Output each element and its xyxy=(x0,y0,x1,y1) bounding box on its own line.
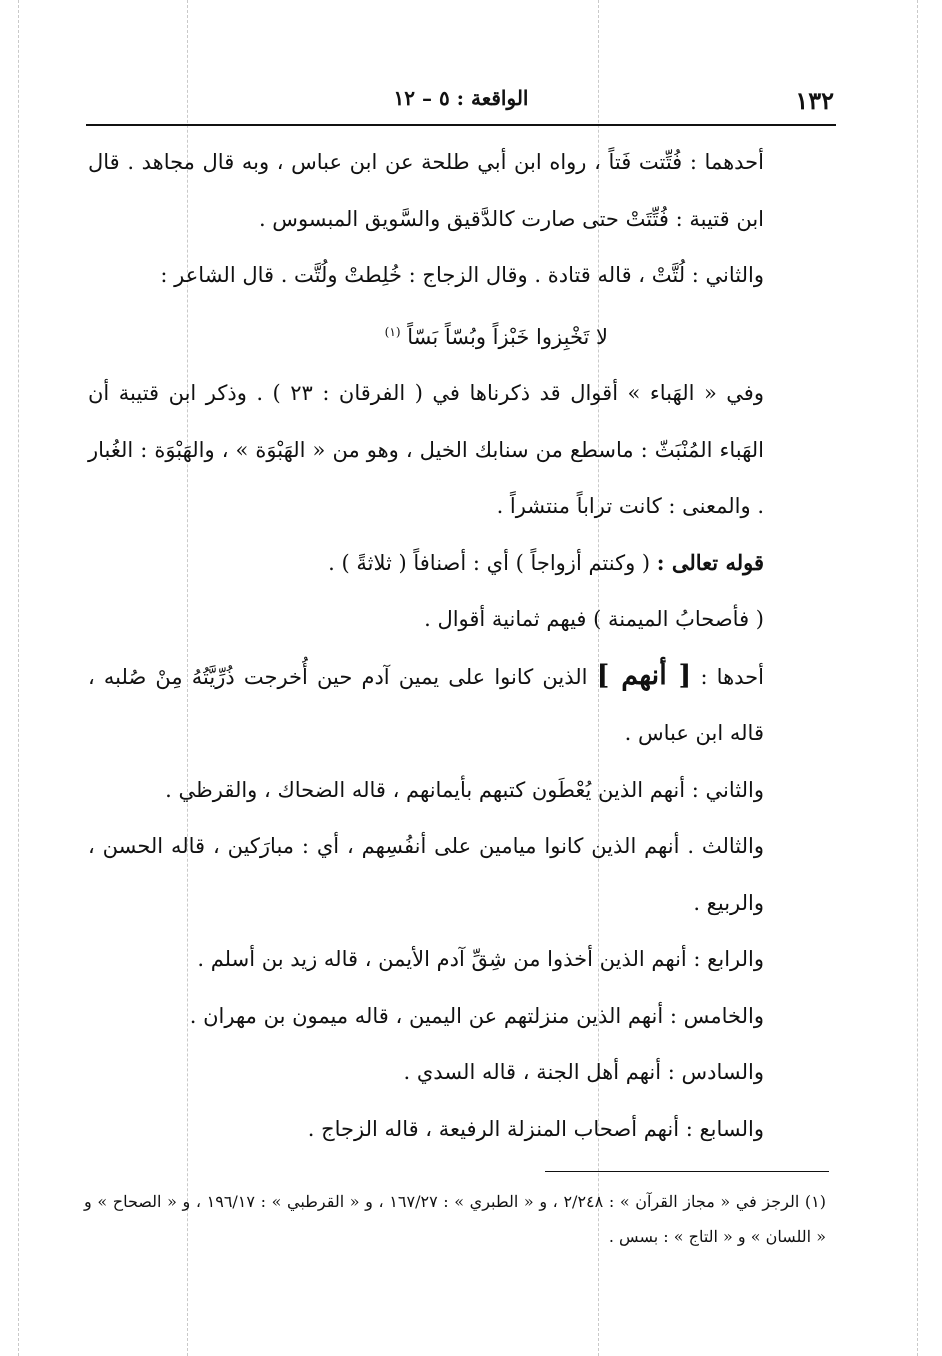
footnote-text: (١) الرجز في « مجاز القرآن » : ٢/٢٤٨ ، و « الطبري » : ١٦٧/٢٧ ، و « القرطبي » : ١٩٦/١٧ ، و « الصحاح » و « اللسان » و « التاج » : بسس . xyxy=(84,1192,826,1246)
scan-guide-line xyxy=(18,0,19,1356)
paragraph-opinion-4: والرابع : أنهم الذين أخذوا من شِقِّ آدم الأيمن ، قاله زيد بن أسلم . xyxy=(197,947,764,971)
running-head: الواقعة : ٥ – ١٢ xyxy=(393,86,529,110)
footnote xyxy=(84,1184,826,1254)
opinion-1-rest: الذين كانوا على يمين آدم حين أُخرجت ذُرِّيَّتُهُ مِنْ صُلبه ، قاله ابن عباس . xyxy=(88,664,764,745)
verse-text: لا تَخْبِزوا خَبْزاً وبُسّاً بَسّاً xyxy=(407,324,608,349)
paragraph-opinion-5: والخامس : أنهم الذين منزلتهم عن اليمين ، قاله ميمون بن مهران . xyxy=(189,1003,764,1028)
paragraph-opinion-1 xyxy=(88,648,828,762)
footnote-reference: (١) xyxy=(384,324,401,339)
opinion-1-start: أحدها : xyxy=(700,664,764,689)
paragraph-second-opinion: والثاني : لُتَّتْ ، قاله قتادة . وقال الزجاج : خُلِطتْ ولُتَّت . قال الشاعر : xyxy=(160,263,764,287)
paragraph-azwaj-text: ( وكنتم أزواجاً ) أي : أصنافاً ( ثلاثةً ) . xyxy=(328,550,651,575)
paragraph-azwaj xyxy=(88,535,828,592)
main-text xyxy=(88,134,828,1157)
paragraph-opinion-3: والثالث . أنهم الذين كانوا ميامين على أنفُسِهم ، أي : مبارَكين ، قاله الحسن ، والربيع . xyxy=(88,834,764,915)
paragraph-maymana: ( فأصحابُ الميمنة ) فيهم ثمانية أقوال . xyxy=(424,607,764,631)
page-number: ١٣٢ xyxy=(795,86,834,115)
paragraph-opinion-6: والسادس : أنهم أهل الجنة ، قاله السدي . xyxy=(403,1060,764,1084)
paragraph-haba: وفي « الهَباء » أقوال قد ذكرناها في ( الفرقان : ٢٣ ) . وذكر ابن قتيبة أن الهَباء المُنْبَثّ : ماسطع من سنابك الخيل ، وهو من « الهَبْوَة » ، والهَبْوَة : الغُبار . والمعنى : كانت تراباً منتشراً . xyxy=(88,381,764,518)
footnote-rule xyxy=(545,1171,829,1172)
paragraph-opinion-7: والسابع : أنهم أصحاب المنزلة الرفيعة ، قاله الزجاج . xyxy=(307,1116,764,1141)
paragraph-opinion-2: والثاني : أنهم الذين يُعْطَون كتبهم بأيمانهم ، قاله الضحاك ، والقرظي . xyxy=(165,777,764,802)
header-rule xyxy=(86,124,836,126)
editorial-bracket: [ أنهم ] xyxy=(596,659,692,691)
page-header xyxy=(88,82,834,122)
quran-label: قوله تعالى : xyxy=(656,549,764,575)
poetry-verse xyxy=(88,304,828,366)
scan-guide-line xyxy=(917,0,918,1356)
paragraph-first-opinion: أحدهما : فُتِّتت فَتاً ، رواه ابن أبي طلحة عن ابن عباس ، وبه قال مجاهد . قال ابن قتيبة : فُتِّتَتْ حتى صارت كالدَّقيق والسَّويق المبسوس . xyxy=(88,150,764,231)
